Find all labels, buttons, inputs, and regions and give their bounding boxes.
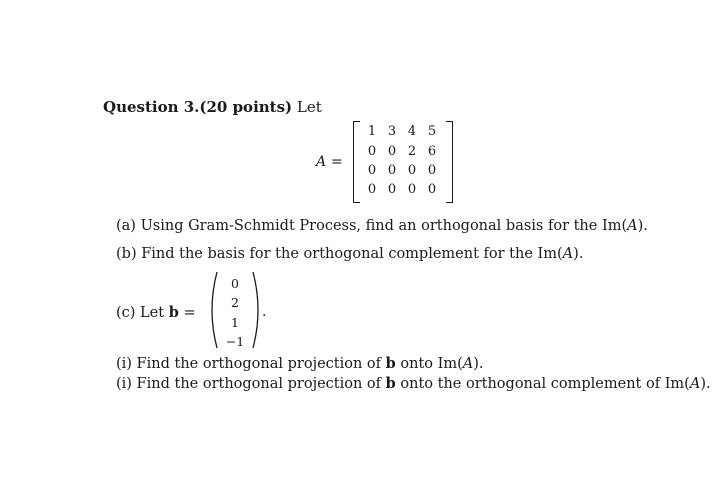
matrix-cell: 0 xyxy=(407,182,417,197)
vector-left-paren xyxy=(205,270,219,350)
matrix-cell: 0 xyxy=(367,163,377,178)
question-heading xyxy=(103,98,322,116)
part-b-text xyxy=(116,246,583,262)
part-c-ii-var: A xyxy=(689,376,701,392)
matrix-cell: 5 xyxy=(427,124,437,139)
matrix-cell: 0 xyxy=(387,163,397,178)
matrix-cell: 0 xyxy=(387,182,397,197)
part-c-text xyxy=(116,304,196,321)
part-c-ii-text xyxy=(116,375,711,392)
part-c-pre: (c) Let xyxy=(116,305,169,321)
matrix-cell: 1 xyxy=(367,124,377,139)
part-b-post: ). xyxy=(573,246,584,262)
matrix-cell: 0 xyxy=(367,144,377,159)
vector-entry: 1 xyxy=(231,315,239,330)
vector-entry: −1 xyxy=(225,334,245,349)
vector-entry: 0 xyxy=(231,276,239,291)
matrix-cell: 4 xyxy=(407,124,417,139)
matrix-cell: 0 xyxy=(427,182,437,197)
matrix-cell: 6 xyxy=(427,144,437,159)
part-b-pre: (b) Find the basis for the orthogonal complement for the Im( xyxy=(116,246,563,262)
part-a-var: A xyxy=(627,218,638,234)
part-c-ii-mid: onto the orthogonal complement of Im( xyxy=(395,376,690,392)
part-b-var: A xyxy=(562,246,574,262)
matrix-equals: = xyxy=(331,154,343,170)
part-c-i-text xyxy=(116,355,484,372)
question-label: Question 3.(20 points) xyxy=(103,98,293,116)
part-c-vector-name: b xyxy=(168,304,179,321)
part-c-equals: = xyxy=(178,305,196,321)
matrix-cell: 0 xyxy=(367,182,377,197)
matrix-cell: 2 xyxy=(407,144,417,159)
part-a-post: ). xyxy=(637,218,648,234)
part-c-ii-post: ). xyxy=(700,376,711,392)
part-c-i-var: A xyxy=(462,356,474,372)
part-a-pre: (a) Using Gram-Schmidt Process, find an orthogonal basis for the Im( xyxy=(116,218,628,234)
matrix-cell: 0 xyxy=(387,144,397,159)
matrix-cell: 0 xyxy=(407,163,417,178)
part-c-period: . xyxy=(262,304,267,320)
matrix-a xyxy=(353,121,453,203)
matrix-name: A xyxy=(316,154,327,170)
part-c-i-post: ). xyxy=(473,356,484,372)
question-heading-tail: Let xyxy=(296,98,322,116)
part-c-i-pre: (i) Find the orthogonal projection of xyxy=(116,356,386,372)
matrix-cell: 3 xyxy=(387,124,397,139)
vector-entry: 2 xyxy=(231,295,239,310)
part-c-i-vector-name: b xyxy=(385,355,396,372)
matrix-left-bracket xyxy=(353,121,360,203)
part-a-text xyxy=(116,218,648,234)
vector-b xyxy=(205,270,265,350)
matrix-cell: 0 xyxy=(427,163,437,178)
part-c-ii-vector-name: b xyxy=(385,375,396,392)
matrix-right-bracket xyxy=(446,121,453,203)
part-c-i-mid: onto Im( xyxy=(395,356,463,372)
part-c-ii-pre: (i) Find the orthogonal projection of xyxy=(116,376,386,392)
